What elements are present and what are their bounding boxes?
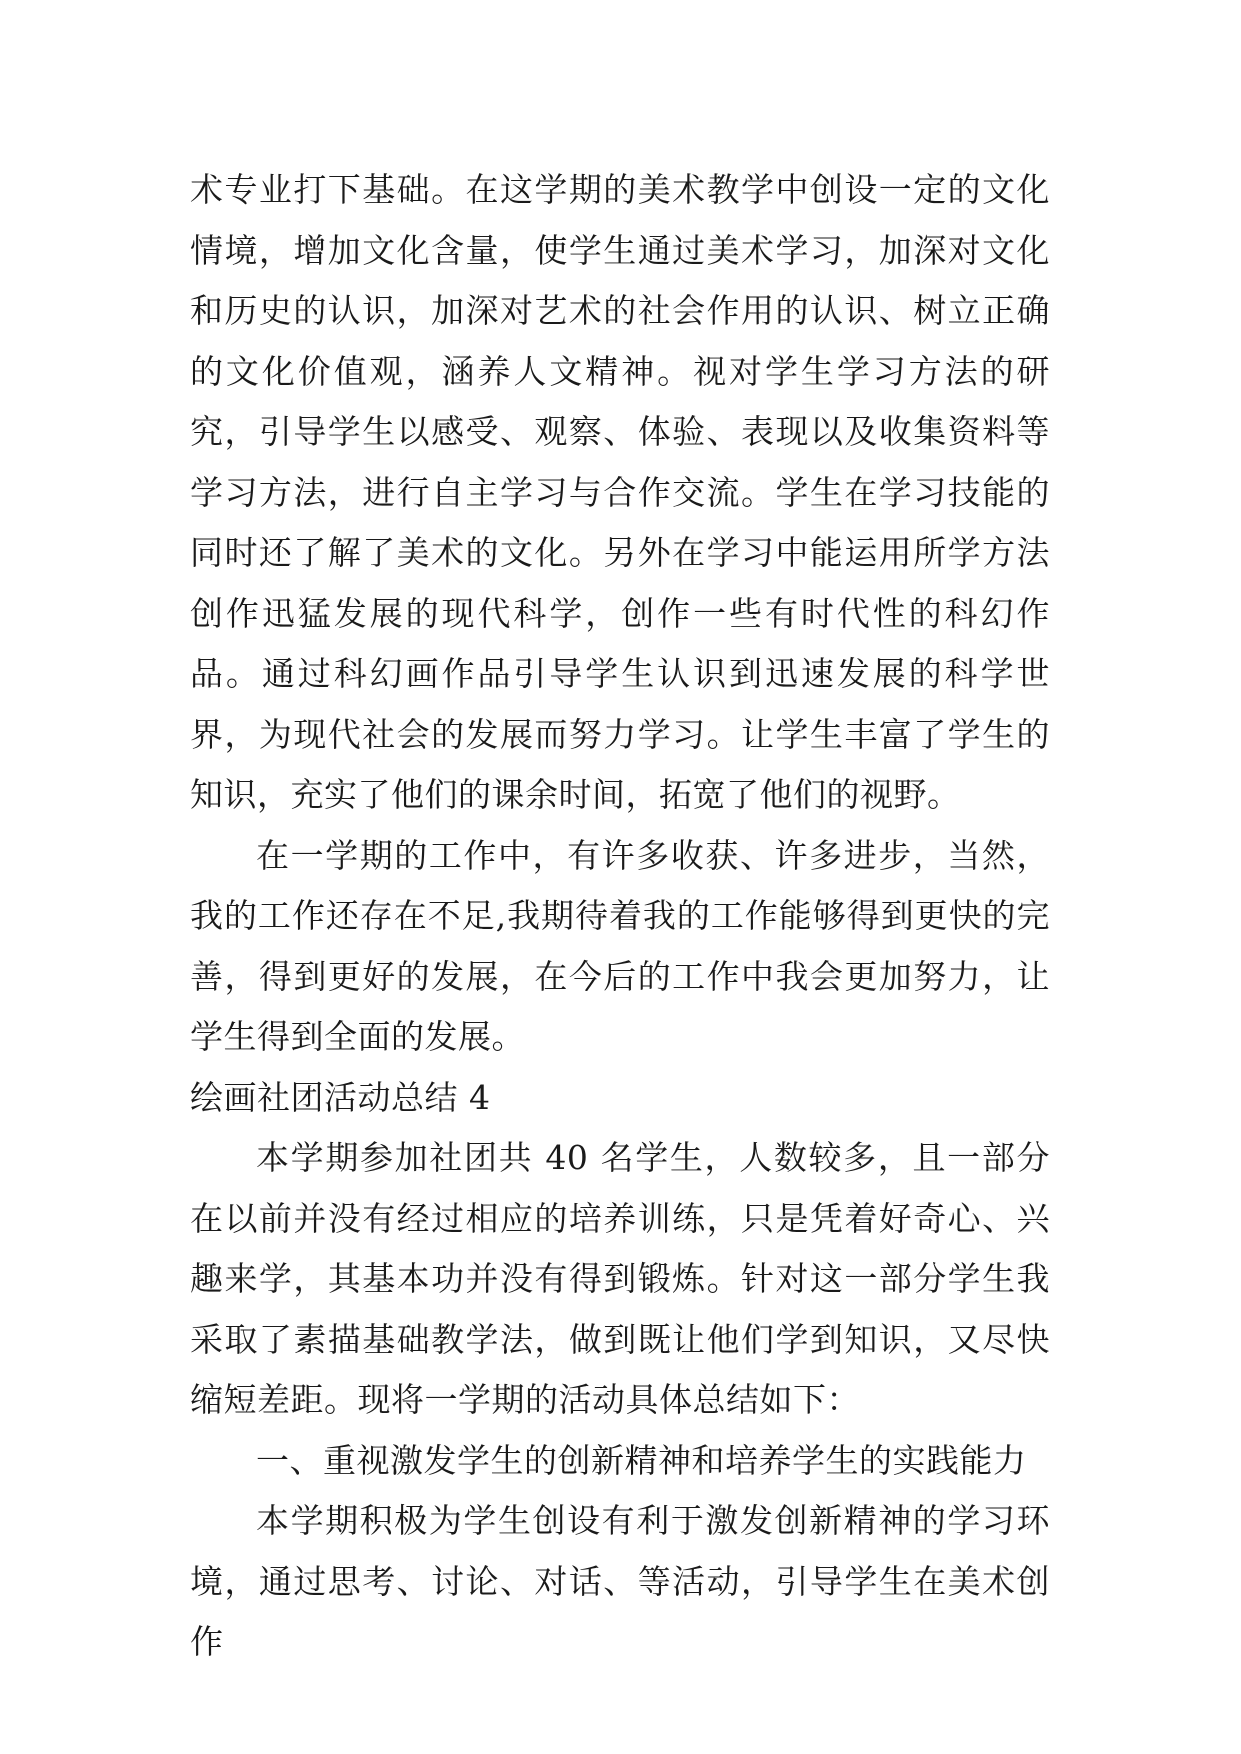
- section-heading-summary-4: 绘画社团活动总结 4: [190, 1077, 491, 1117]
- paragraph-learning-environment: 本学期积极为学生创设有利于激发创新精神的学习环境，通过思考、讨论、对话、等活动，引导学生在美术创作: [190, 1501, 1050, 1661]
- paragraph-art-teaching: 术专业打下基础。在这学期的美术教学中创设一定的文化情境，增加文化含量，使学生通过美术学习，加深对文化和历史的认识，加深对艺术的社会作用的认识、树立正确的文化价值观，涵养人文精神。视对学生学习方法的研究，引导学生以感受、观察、体验、表现以及收集资料等学习方法，进行自主学习与合作交流。学生在学习技能的同时还了解了美术的文化。另外在学习中能运用所学方法创作迅猛发展的现代科学，创作一些有时代性的科幻作品。通过科幻画作品引导学生认识到迅速发展的科学世界，为现代社会的发展而努力学习。让学生丰富了学生的知识，充实了他们的课余时间，拓宽了他们的视野。: [190, 170, 1050, 814]
- paragraph-semester-reflection: 在一学期的工作中，有许多收获、许多进步，当然，我的工作还存在不足,我期待着我的工作能够得到更快的完善，得到更好的发展，在今后的工作中我会更加努力，让学生得到全面的发展。: [190, 835, 1050, 1056]
- document-body: [190, 160, 1050, 1673]
- subheading-innovation: 一、重视激发学生的创新精神和培养学生的实践能力: [256, 1440, 1027, 1480]
- paragraph-club-intro: 本学期参加社团共 40 名学生，人数较多，且一部分在以前并没有经过相应的培养训练，只是凭着好奇心、兴趣来学，其基本功并没有得到锻炼。针对这一部分学生我采取了素描基础教学法，做到既让他们学到知识，又尽快缩短差距。现将一学期的活动具体总结如下：: [190, 1138, 1050, 1419]
